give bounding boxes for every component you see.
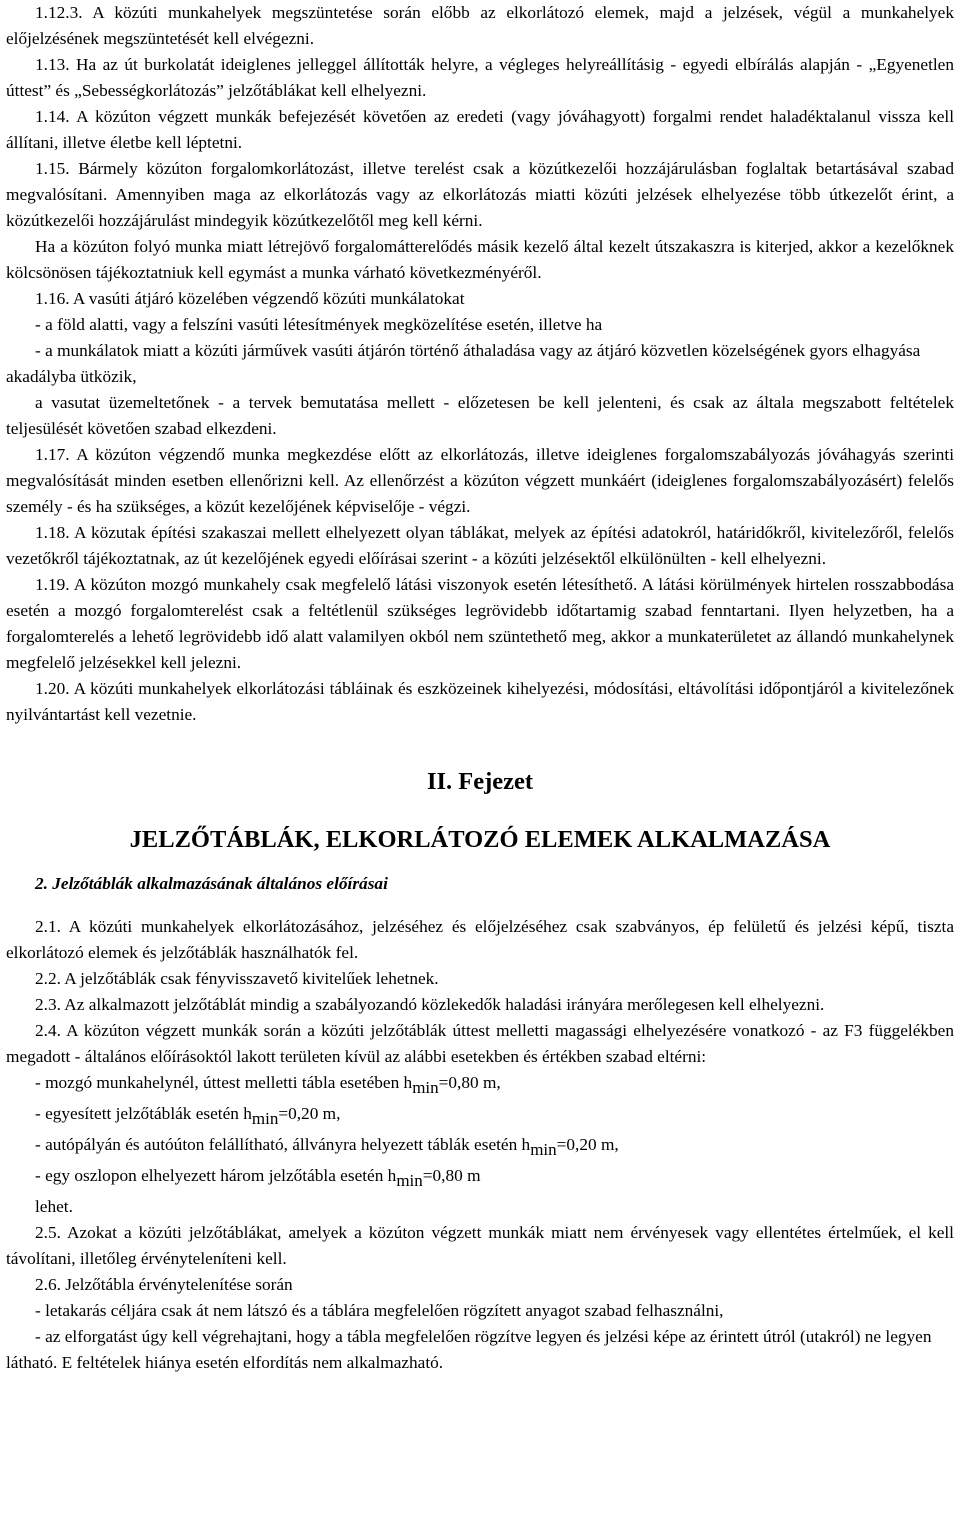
height-rule-text: - egy oszlopon elhelyezett három jelzőtábla esetén h xyxy=(35,1166,397,1185)
paragraph-2-2: 2.2. A jelzőtáblák csak fényvisszavető kivitelűek lehetnek. xyxy=(35,969,439,988)
paragraph-1-20: 1.20. A közúti munkahelyek elkorlátozási tábláinak és eszközeinek kihelyezési, módosítási, eltávolítási időpontjáról a kivitelezőnek nyilvántartást kell vezetnie. xyxy=(6,679,954,724)
paragraph-2-3: 2.3. Az alkalmazott jelzőtáblát mindig a szabályozandó közlekedők haladási irányára merőlegesen kell elhelyezni. xyxy=(35,995,825,1014)
paragraph-1-12-3: 1.12.3. A közúti munkahelyek megszüntetése során előbb az elkorlátozó elemek, majd a jelzések, végül a munkahelyek előjelzésének megszüntetését kell elvégezni. xyxy=(6,3,954,48)
paragraph-1-19: 1.19. A közúton mozgó munkahely csak megfelelő látási viszonyok esetén létesíthető. A látási körülmények hirtelen rosszabbodása esetén a mozgó forgalomterelést csak a feltétlenül szükséges legrövidebb időtartamig szabad fenntartani. Ilyen helyzetben, ha a forgalomterelés a lehető legrövidebb idő alatt valamilyen okból nem szüntethető meg, akkor a munkaterületet az állandó munkahelynek megfelelő jelzésekkel kell jelezni. xyxy=(6,575,954,672)
document-page xyxy=(6,0,954,1376)
height-rule-text: - mozgó munkahelynél, úttest melletti tábla esetében h xyxy=(35,1073,413,1092)
paragraph-2-4-end: lehet. xyxy=(35,1197,73,1216)
paragraph-1-18: 1.18. A közutak építési szakaszai mellett elhelyezett olyan táblákat, melyek az építési adatokról, határidőkről, kivitelezőről, felelős vezetőkről tájékoztatnak, az út kezelőjének egyedi előírásai szerint - a közúti jelzésektől elkülönülten - kell elhelyezni. xyxy=(6,523,954,568)
paragraph-2-1: 2.1. A közúti munkahelyek elkorlátozásához, jelzéséhez és előjelzéséhez csak szabványos, ép felületű és jelzési képű, tiszta elkorlátozó elemek és jelzőtáblák használhatók fel. xyxy=(6,917,954,962)
height-rule-subscript: min xyxy=(530,1140,557,1159)
height-rule-subscript: min xyxy=(251,1109,279,1128)
chapter-label: II. Fejezet xyxy=(426,768,534,795)
height-rule-item xyxy=(6,1070,954,1101)
height-rule-text: - egyesített jelzőtáblák esetén h xyxy=(35,1104,252,1123)
height-rule-item xyxy=(6,1101,954,1132)
paragraph-1-15: 1.15. Bármely közúton forgalomkorlátozást, illetve terelést csak a közútkezelői hozzájárulásban foglaltak betartásával szabad megvalósítani. Amennyiben maga az elkorlátozás vagy az elkorlátozás miatti közúti jelzések elhelyezése több útkezelőt érint, a közútkezelői hozzájárulást mindegyik közútkezelőtől meg kell kérni. xyxy=(6,159,954,230)
paragraph-2-5: 2.5. Azokat a közúti jelzőtáblákat, amelyek a közúton végzett munkák miatt nem érvényesek vagy ellentétes értelműek, el kell távolítani, illetőleg érvényteleníteni kell. xyxy=(6,1223,954,1268)
section-title: 2. Jelzőtáblák alkalmazásának általános előírásai xyxy=(35,874,388,893)
paragraph-2-6-intro: 2.6. Jelzőtábla érvénytelenítése során xyxy=(35,1275,293,1294)
list-item-2-6-b: - az elforgatást úgy kell végrehajtani, hogy a tábla megfelelően rögzítve legyen és jelzési képe az érintett útról (utakról) ne legyen látható. E feltételek hiánya esetén elfordítás nem alkalmazható. xyxy=(6,1327,932,1372)
list-item-2-6-a: - letakarás céljára csak át nem látszó és a táblára megfelelően rögzített anyagot szabad felhasználni, xyxy=(35,1301,724,1320)
height-rule-subscript: min xyxy=(412,1078,439,1097)
chapter-title: JELZŐTÁBLÁK, ELKORLÁTOZÓ ELEMEK ALKALMAZÁSA xyxy=(129,826,831,853)
height-rule-item xyxy=(6,1132,954,1163)
height-rule-value: =0,80 m xyxy=(422,1166,481,1185)
height-rule-item xyxy=(6,1163,954,1194)
paragraph-1-14: 1.14. A közúton végzett munkák befejezését követően az eredeti (vagy jóváhagyott) forgalmi rendet haladéktalanul vissza kell állítani, illetve életbe kell léptetni. xyxy=(6,107,954,152)
list-item-1-16-b: - a munkálatok miatt a közúti járművek vasúti átjárón történő áthaladása vagy az átjáró közvetlen közelségének gyors elhagyása akadályba ütközik, xyxy=(6,341,921,386)
paragraph-2-4: 2.4. A közúton végzett munkák során a közúti jelzőtáblák úttest melletti magassági elhelyezésére vonatkozó - az F3 függelékben megadott - általános előírásoktól lakott területen kívül az alábbi esetekben és értékben szabad eltérni: xyxy=(6,1021,954,1066)
paragraph-1-17: 1.17. A közúton végzendő munka megkezdése előtt az elkorlátozás, illetve ideiglenes forgalomszabályozás jóváhagyás szerinti megvalósítását minden esetben ellenőrizni kell. Az ellenőrzést a közúton végzett munkáért (ideiglenes forgalomszabályozásért) felelős személy - és ha szükséges, a közút kezelőjének képviselője - végzi. xyxy=(6,445,954,516)
paragraph-1-15-continuation: Ha a közúton folyó munka miatt létrejövő forgalomátterelődés másik kezelő által kezelt útszakaszra is kiterjed, akkor a kezelőknek kölcsönösen tájékoztatniuk kell egymást a munka várható következményéről. xyxy=(6,237,954,282)
paragraph-1-16-closing: a vasutat üzemeltetőnek - a tervek bemutatása mellett - előzetesen be kell jelenteni, és csak az általa megszabott feltételek teljesülését követően szabad elkezdeni. xyxy=(6,393,954,438)
height-rule-text: - autópályán és autóúton felállítható, állványra helyezett táblák esetén h xyxy=(35,1135,531,1154)
height-rule-value: =0,20 m, xyxy=(556,1135,619,1154)
paragraph-1-13: 1.13. Ha az út burkolatát ideiglenes jelleggel állították helyre, a végleges helyreállításig - egyedi elbírálás alapján - „Egyenetlen úttest” és „Sebességkorlátozás” jelzőtáblákat kell elhelyezni. xyxy=(6,55,954,100)
height-rule-value: =0,80 m, xyxy=(438,1073,501,1092)
list-item-1-16-a: - a föld alatti, vagy a felszíni vasúti létesítmények megközelítése esetén, illetve ha xyxy=(35,315,603,334)
height-rule-value: =0,20 m, xyxy=(278,1104,341,1123)
height-rule-subscript: min xyxy=(396,1171,423,1190)
paragraph-1-16-intro: 1.16. A vasúti átjáró közelében végzendő közúti munkálatokat xyxy=(35,289,465,308)
